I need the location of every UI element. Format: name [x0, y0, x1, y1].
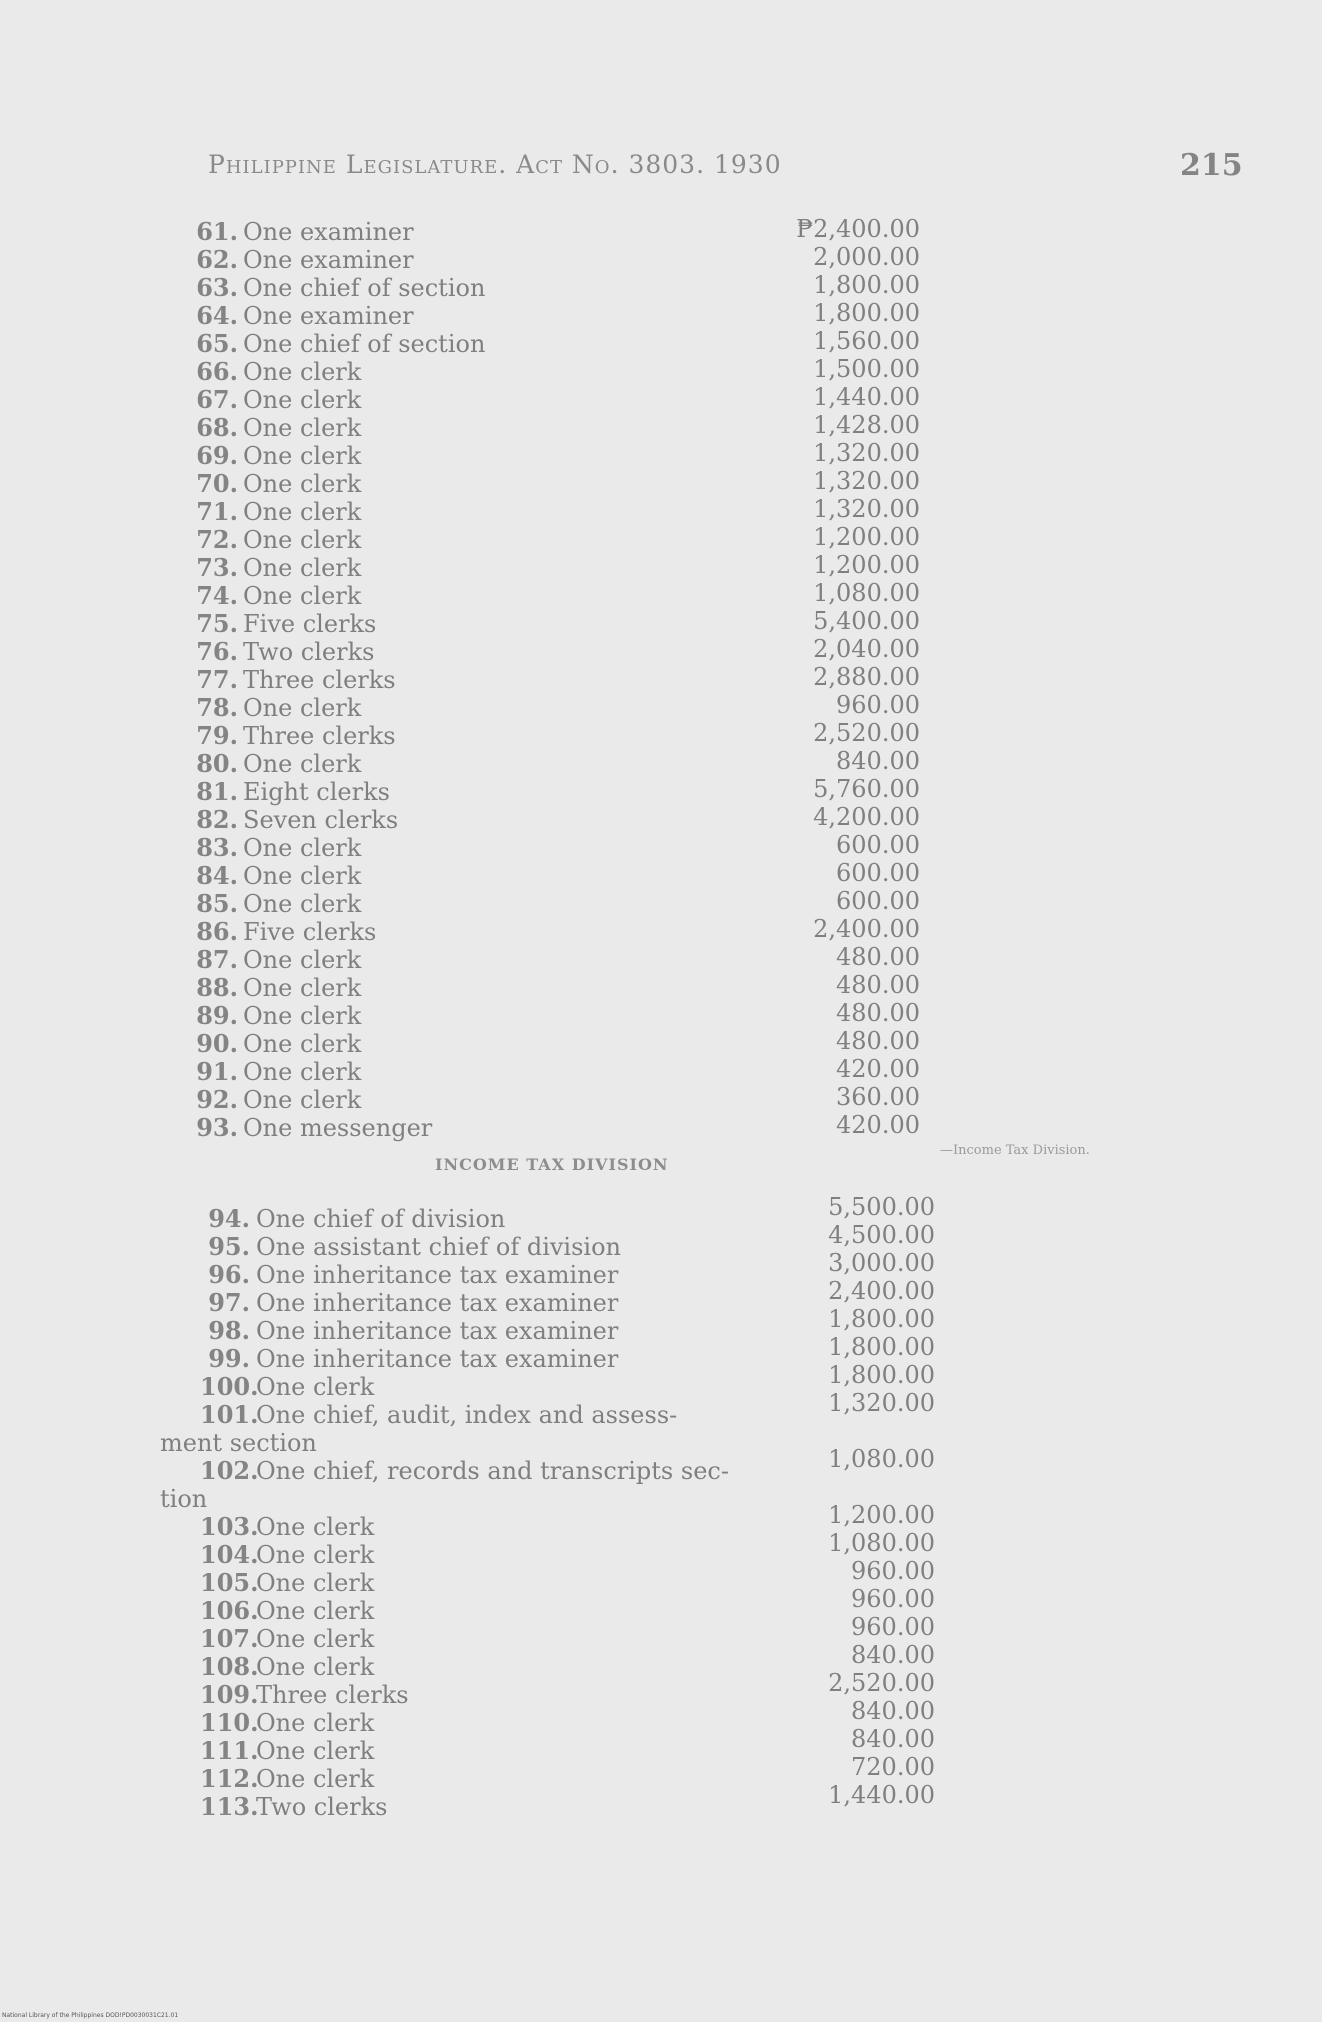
- list-item: [0, 610, 1322, 638]
- list-item: [0, 1002, 1322, 1030]
- item-number: 98.: [208, 1316, 250, 1345]
- item-description: One clerk: [256, 1737, 375, 1765]
- item-amount: 960.00: [836, 691, 920, 719]
- item-number: 64.: [196, 301, 238, 330]
- item-number: 89.: [196, 1001, 238, 1030]
- item-description: One clerk: [256, 1597, 375, 1625]
- list-item: [0, 946, 1322, 974]
- item-amount: 840.00: [851, 1641, 935, 1669]
- item-amount: 1,800.00: [813, 299, 920, 327]
- item-description: One clerk: [243, 498, 362, 526]
- item-description: Two clerks: [256, 1793, 388, 1821]
- item-amount: 600.00: [836, 859, 920, 887]
- item-number: 75.: [196, 609, 238, 638]
- list-item: [0, 1513, 1322, 1541]
- item-description: One clerk: [243, 834, 362, 862]
- item-number: 108.: [200, 1652, 259, 1681]
- item-number: 107.: [200, 1624, 259, 1653]
- item-number: 106.: [200, 1596, 259, 1625]
- item-amount: 1,320.00: [828, 1389, 935, 1417]
- item-number: 65.: [196, 329, 238, 358]
- list-item: [0, 1289, 1322, 1317]
- item-description: Seven clerks: [243, 806, 399, 834]
- list-item: [0, 1317, 1322, 1345]
- item-number: 79.: [196, 721, 238, 750]
- list-item: [0, 1345, 1322, 1373]
- item-number: 68.: [196, 413, 238, 442]
- item-number: 85.: [196, 889, 238, 918]
- item-description: One clerk: [243, 750, 362, 778]
- list-item: [0, 582, 1322, 610]
- item-number: 61.: [196, 217, 238, 246]
- item-number: 104.: [200, 1540, 259, 1569]
- item-number: 76.: [196, 637, 238, 666]
- item-amount: 480.00: [836, 971, 920, 999]
- list-item: [0, 358, 1322, 386]
- list-item: [0, 1457, 1322, 1485]
- item-amount: 840.00: [851, 1697, 935, 1725]
- item-description-continued: tion: [160, 1485, 208, 1513]
- item-number: 111.: [200, 1736, 259, 1765]
- page-number: 215: [1180, 148, 1243, 183]
- list-item: [0, 1653, 1322, 1681]
- footer-caption: National Library of the Philippines DOD!PD0030031C21.01: [2, 2012, 179, 2019]
- item-description: Eight clerks: [243, 778, 390, 806]
- list-item: [0, 862, 1322, 890]
- item-description: One inheritance tax examiner: [256, 1317, 619, 1345]
- item-description: One chief, records and transcripts sec-: [256, 1457, 729, 1485]
- list-item: [0, 806, 1322, 834]
- item-amount: 1,080.00: [828, 1529, 935, 1557]
- item-description: One clerk: [243, 862, 362, 890]
- item-amount: 1,800.00: [828, 1333, 935, 1361]
- item-description: One clerk: [243, 1058, 362, 1086]
- list-item: [0, 498, 1322, 526]
- item-amount: 1,200.00: [813, 523, 920, 551]
- list-item: [0, 1597, 1322, 1625]
- item-description: One examiner: [243, 302, 414, 330]
- item-number: 74.: [196, 581, 238, 610]
- list-item: [0, 722, 1322, 750]
- item-description: One inheritance tax examiner: [256, 1289, 619, 1317]
- item-description: Two clerks: [243, 638, 375, 666]
- item-number: 86.: [196, 917, 238, 946]
- item-amount: 1,320.00: [813, 439, 920, 467]
- item-amount: 1,800.00: [828, 1305, 935, 1333]
- item-description: One clerk: [243, 694, 362, 722]
- item-description: One clerk: [256, 1513, 375, 1541]
- item-description: One clerk: [256, 1765, 375, 1793]
- list-item: [0, 442, 1322, 470]
- item-amount: 1,500.00: [813, 355, 920, 383]
- item-amount: 1,800.00: [828, 1361, 935, 1389]
- list-item: [0, 778, 1322, 806]
- list-item: [0, 386, 1322, 414]
- item-number: 67.: [196, 385, 238, 414]
- item-amount: 1,320.00: [813, 495, 920, 523]
- item-amount: 1,320.00: [813, 467, 920, 495]
- item-number: 109.: [200, 1680, 259, 1709]
- list-item: [0, 330, 1322, 358]
- item-amount: 480.00: [836, 943, 920, 971]
- item-number: 70.: [196, 469, 238, 498]
- item-number: 90.: [196, 1029, 238, 1058]
- item-description: One clerk: [256, 1569, 375, 1597]
- item-number: 113.: [200, 1792, 259, 1821]
- item-description: One clerk: [243, 1086, 362, 1114]
- item-number: 83.: [196, 833, 238, 862]
- item-number: 62.: [196, 245, 238, 274]
- list-item: [0, 1114, 1322, 1142]
- list-item: [0, 1681, 1322, 1709]
- item-amount: 2,040.00: [813, 635, 920, 663]
- item-number: 100.: [200, 1372, 259, 1401]
- list-item: [0, 1233, 1322, 1261]
- item-amount: 960.00: [851, 1613, 935, 1641]
- item-amount: 480.00: [836, 1027, 920, 1055]
- list-item: [0, 554, 1322, 582]
- item-number: 101.: [200, 1400, 259, 1429]
- list-item: [0, 1737, 1322, 1765]
- item-amount: 3,000.00: [828, 1249, 935, 1277]
- item-number: 102.: [200, 1456, 259, 1485]
- item-number: 81.: [196, 777, 238, 806]
- item-number: 87.: [196, 945, 238, 974]
- item-amount: 1,080.00: [828, 1445, 935, 1473]
- item-description: One clerk: [243, 470, 362, 498]
- item-description: One clerk: [243, 974, 362, 1002]
- item-amount: 5,760.00: [813, 775, 920, 803]
- list-item: [0, 1030, 1322, 1058]
- item-amount: 1,200.00: [828, 1501, 935, 1529]
- list-item: [0, 218, 1322, 246]
- running-head: Philippine Legislature. Act No. 3803. 1930: [208, 150, 782, 179]
- item-amount: 840.00: [851, 1725, 935, 1753]
- list-item: [0, 974, 1322, 1002]
- item-description-continued: ment section: [160, 1429, 317, 1457]
- item-number: 97.: [208, 1288, 250, 1317]
- item-number: 110.: [200, 1708, 259, 1737]
- item-number: 92.: [196, 1085, 238, 1114]
- item-amount: 2,520.00: [813, 719, 920, 747]
- item-amount: 600.00: [836, 831, 920, 859]
- item-amount: 600.00: [836, 887, 920, 915]
- item-description: One clerk: [243, 1030, 362, 1058]
- item-description: One clerk: [243, 946, 362, 974]
- item-description: Five clerks: [243, 918, 377, 946]
- item-amount: 2,520.00: [828, 1669, 935, 1697]
- item-description: One clerk: [243, 358, 362, 386]
- item-number: 77.: [196, 665, 238, 694]
- item-amount: 5,400.00: [813, 607, 920, 635]
- item-number: 99.: [208, 1344, 250, 1373]
- item-amount: 2,400.00: [813, 915, 920, 943]
- item-amount: 420.00: [836, 1055, 920, 1083]
- item-number: 93.: [196, 1113, 238, 1142]
- item-amount: 1,560.00: [813, 327, 920, 355]
- item-description: One chief of section: [243, 274, 486, 302]
- list-item: [0, 1373, 1322, 1401]
- item-description: One clerk: [256, 1625, 375, 1653]
- item-description: One clerk: [243, 442, 362, 470]
- item-description: One chief of section: [243, 330, 486, 358]
- item-description: One clerk: [243, 1002, 362, 1030]
- list-item: [0, 1058, 1322, 1086]
- list-item: [0, 246, 1322, 274]
- item-description: Three clerks: [243, 722, 396, 750]
- item-amount: 960.00: [851, 1585, 935, 1613]
- list-item: [0, 918, 1322, 946]
- item-amount: 2,400.00: [828, 1277, 935, 1305]
- item-amount: 720.00: [851, 1753, 935, 1781]
- item-description: One chief, audit, index and assess-: [256, 1401, 678, 1429]
- item-description: Three clerks: [256, 1681, 409, 1709]
- item-description: One inheritance tax examiner: [256, 1345, 619, 1373]
- item-number: 96.: [208, 1260, 250, 1289]
- item-amount: 4,500.00: [828, 1221, 935, 1249]
- list-item: [0, 1765, 1322, 1793]
- list-item: [0, 1569, 1322, 1597]
- item-number: 105.: [200, 1568, 259, 1597]
- item-description: One clerk: [256, 1373, 375, 1401]
- item-amount: 2,000.00: [813, 243, 920, 271]
- item-number: 88.: [196, 973, 238, 1002]
- list-item: [0, 1793, 1322, 1821]
- item-description: One chief of division: [256, 1205, 506, 1233]
- list-item: [0, 1401, 1322, 1429]
- item-amount: 5,500.00: [828, 1193, 935, 1221]
- list-item: [0, 1261, 1322, 1289]
- item-description: One clerk: [243, 414, 362, 442]
- item-description: One clerk: [243, 554, 362, 582]
- item-description: One messenger: [243, 1114, 433, 1142]
- list-item: [0, 750, 1322, 778]
- section-heading: INCOME TAX DIVISION: [435, 1155, 669, 1174]
- item-amount: 840.00: [836, 747, 920, 775]
- list-item: [0, 694, 1322, 722]
- item-number: 73.: [196, 553, 238, 582]
- item-number: 95.: [208, 1232, 250, 1261]
- item-description: One clerk: [243, 890, 362, 918]
- item-number: 94.: [208, 1204, 250, 1233]
- item-description: One clerk: [243, 386, 362, 414]
- item-amount: 1,440.00: [828, 1781, 935, 1809]
- item-description: One assistant chief of division: [256, 1233, 622, 1261]
- item-description: One examiner: [243, 246, 414, 274]
- item-amount: 1,800.00: [813, 271, 920, 299]
- list-item: [0, 834, 1322, 862]
- item-amount: 4,200.00: [813, 803, 920, 831]
- item-number: 103.: [200, 1512, 259, 1541]
- item-amount: 1,200.00: [813, 551, 920, 579]
- item-number: 66.: [196, 357, 238, 386]
- item-description: One clerk: [243, 526, 362, 554]
- list-item: [0, 890, 1322, 918]
- item-number: 84.: [196, 861, 238, 890]
- item-amount: 2,880.00: [813, 663, 920, 691]
- list-item-continuation: [0, 1485, 1322, 1513]
- item-amount: 420.00: [836, 1111, 920, 1139]
- item-description: One clerk: [243, 582, 362, 610]
- item-description: One examiner: [243, 218, 414, 246]
- item-description: One clerk: [256, 1541, 375, 1569]
- item-amount: ₱2,400.00: [796, 215, 920, 243]
- item-amount: 1,440.00: [813, 383, 920, 411]
- list-item: [0, 274, 1322, 302]
- item-description: One clerk: [256, 1709, 375, 1737]
- item-description: One inheritance tax examiner: [256, 1261, 619, 1289]
- item-amount: 960.00: [851, 1557, 935, 1585]
- list-item: [0, 638, 1322, 666]
- item-number: 91.: [196, 1057, 238, 1086]
- item-amount: 1,428.00: [813, 411, 920, 439]
- item-number: 82.: [196, 805, 238, 834]
- item-description: One clerk: [256, 1653, 375, 1681]
- item-amount: 1,080.00: [813, 579, 920, 607]
- list-item: [0, 1541, 1322, 1569]
- list-item: [0, 1625, 1322, 1653]
- item-number: 69.: [196, 441, 238, 470]
- list-item: [0, 302, 1322, 330]
- list-item-continuation: [0, 1429, 1322, 1457]
- item-number: 80.: [196, 749, 238, 778]
- margin-note: —Income Tax Division.: [940, 1143, 1090, 1158]
- item-number: 63.: [196, 273, 238, 302]
- item-description: Five clerks: [243, 610, 377, 638]
- item-number: 78.: [196, 693, 238, 722]
- list-item: [0, 470, 1322, 498]
- list-item: [0, 1086, 1322, 1114]
- list-item: [0, 526, 1322, 554]
- item-number: 71.: [196, 497, 238, 526]
- item-amount: 480.00: [836, 999, 920, 1027]
- list-item: [0, 1709, 1322, 1737]
- item-description: Three clerks: [243, 666, 396, 694]
- item-number: 72.: [196, 525, 238, 554]
- list-item: [0, 666, 1322, 694]
- list-item: [0, 1205, 1322, 1233]
- list-item: [0, 414, 1322, 442]
- item-amount: 360.00: [836, 1083, 920, 1111]
- item-number: 112.: [200, 1764, 259, 1793]
